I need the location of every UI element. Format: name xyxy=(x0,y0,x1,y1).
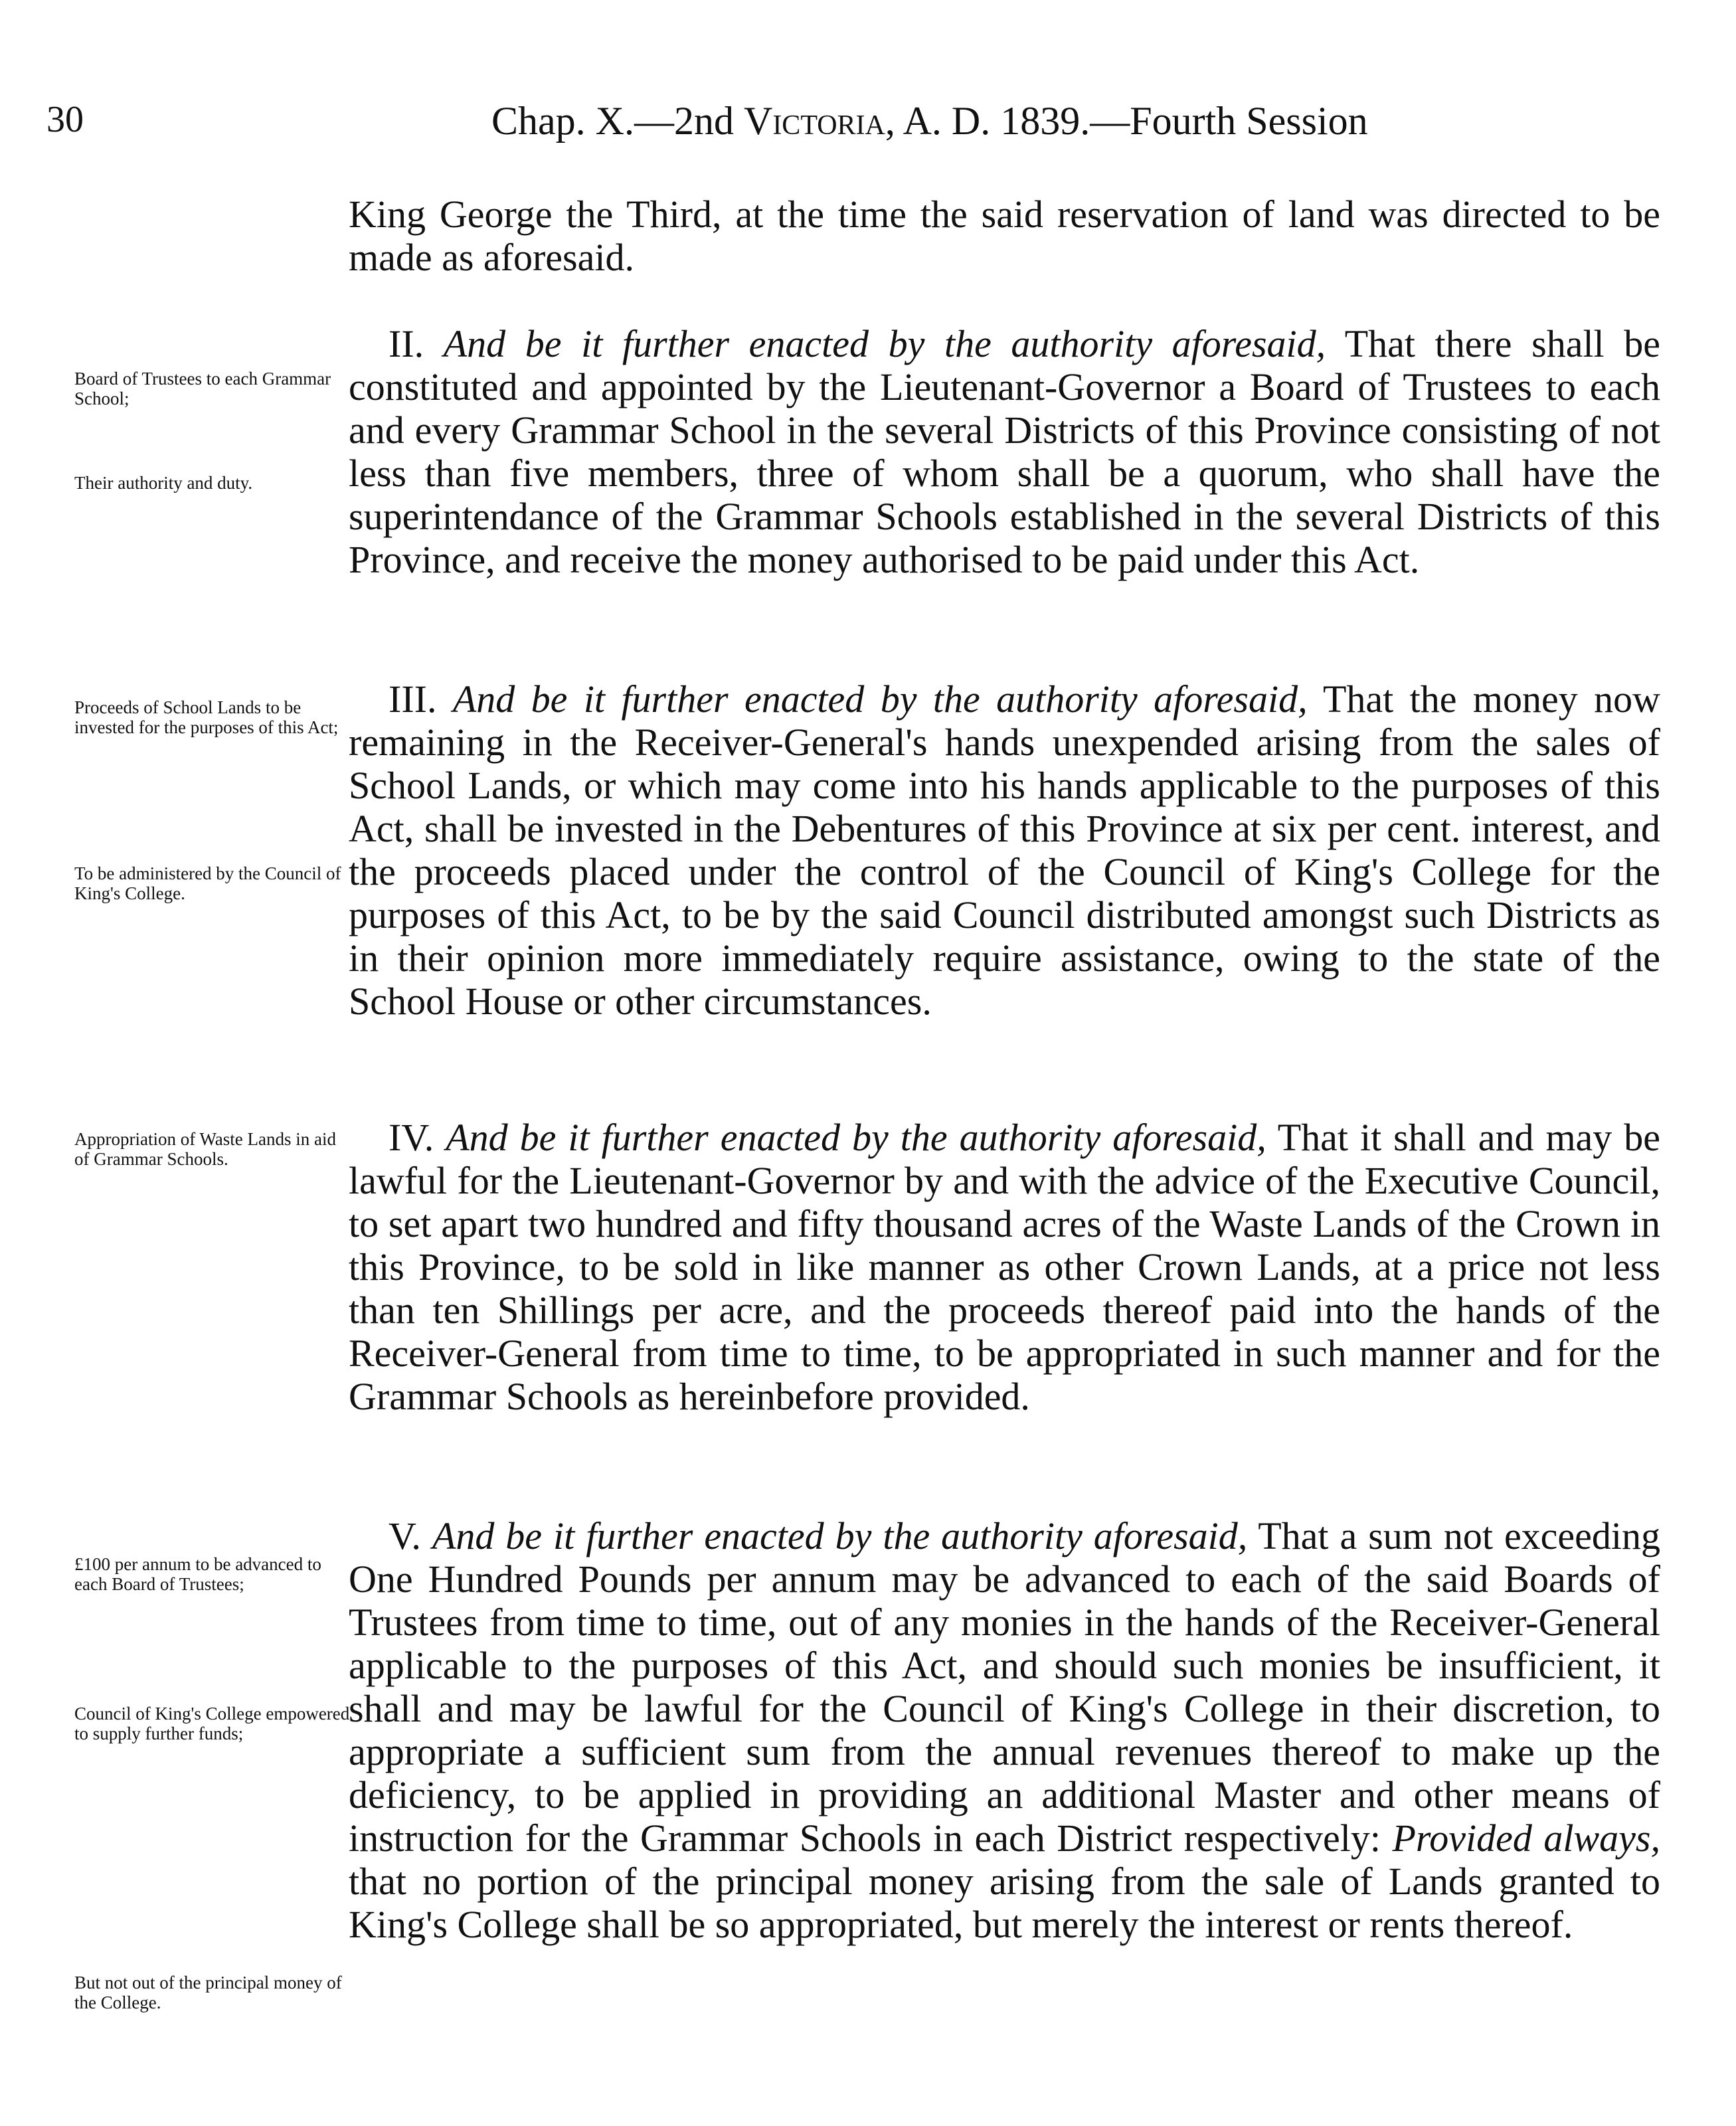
section-text: That a sum not exceeding One Hundred Pounds per annum may be advanced to each of the said Boards of Trustees from time to time, out of any monies in the hands of the Receiver-General applicable to the purposes of this Act, and should such monies be insufficient, it shall and may be lawful for the Council of King's College in their discretion, to appropriate a sufficient sum from the annual revenues thereof to make up the deficiency, to be applied in providing an additional Master and other means of instruction for the Grammar Schools in each District respectively: xyxy=(349,1514,1661,1860)
proviso: Provided always, xyxy=(1392,1816,1660,1860)
running-head-regnal: Victoria xyxy=(743,99,885,143)
section-4 xyxy=(349,1116,1660,1418)
section-number: V. xyxy=(389,1514,421,1557)
running-head xyxy=(491,98,1368,144)
enacting-clause: And be it further enacted by the authority aforesaid, xyxy=(432,1514,1248,1557)
enacting-clause: And be it further enacted by the authority aforesaid, xyxy=(446,1116,1266,1159)
marginal-note: £100 per annum to be advanced to each Board of Trustees; xyxy=(74,1554,321,1594)
page-number: 30 xyxy=(46,99,84,140)
section-text: That the money now remaining in the Receiver-General's hands unexpended arising from the sales of School Lands, or which may come into his hands applicable to the purposes of this Act, shall be invested in the Debentures of this Province at six per cent. interest, and the proceeds placed under the control of the Council of King's College for the purposes of this Act, to be by the said Council distributed amongst such Districts as in their opinion more immediately require assistance, owing to the state of the School House or other circumstances. xyxy=(349,677,1661,1023)
marginal-note: But not out of the principal money of the College. xyxy=(74,1973,342,2012)
section-text-continued: that no portion of the principal money arising from the sale of Lands granted to King's College shall be so appropriated, but merely the interest or rents thereof. xyxy=(349,1860,1660,1946)
enacting-clause: And be it further enacted by the authority aforesaid, xyxy=(443,322,1326,365)
section-text: That it shall and may be lawful for the Lieutenant-Governor by and with the advice of the Executive Council, to set apart two hundred and fifty thousand acres of the Waste Lands of the Crown in this Province, to be sold in like manner as other Crown Lands, at a price not less than ten Shillings per acre, and the proceeds thereof paid into the hands of the Receiver-General from time to time, to be appropriated in such manner and for the Grammar Schools as hereinbefore provided. xyxy=(349,1116,1661,1418)
continuation-paragraph: King George the Third, at the time the said reservation of land was directed to be made as aforesaid. xyxy=(349,193,1660,279)
section-2 xyxy=(349,322,1660,581)
running-head-post: , A. D. 1839.—Fourth Session xyxy=(885,99,1368,143)
marginal-note: Appropriation of Waste Lands in aid of Grammar Schools. xyxy=(74,1129,336,1169)
marginal-note: Their authority and duty. xyxy=(74,473,253,493)
section-3 xyxy=(349,677,1660,1023)
marginal-note: Board of Trustees to each Grammar School; xyxy=(74,369,331,408)
section-number: II. xyxy=(389,322,424,365)
section-5 xyxy=(349,1514,1660,1946)
section-number: IV. xyxy=(389,1116,434,1159)
section-number: III. xyxy=(389,677,437,721)
enacting-clause: And be it further enacted by the authority aforesaid, xyxy=(452,677,1308,721)
marginal-note: To be administered by the Council of King's College. xyxy=(74,863,341,903)
running-head-pre: Chap. X.—2nd xyxy=(491,99,744,143)
marginal-note: Council of King's College empowered to supply further funds; xyxy=(74,1704,350,1743)
marginal-note: Proceeds of School Lands to be invested for the purposes of this Act; xyxy=(74,697,339,737)
section-text: That there shall be constituted and appointed by the Lieutenant-Governor a Board of Trustees to each and every Grammar School in the several Districts of this Province consisting of not less than five members, three of whom shall be a quorum, who shall have the superintendance of the Grammar Schools established in the several Districts of this Province, and receive the money authorised to be paid under this Act. xyxy=(349,322,1661,581)
